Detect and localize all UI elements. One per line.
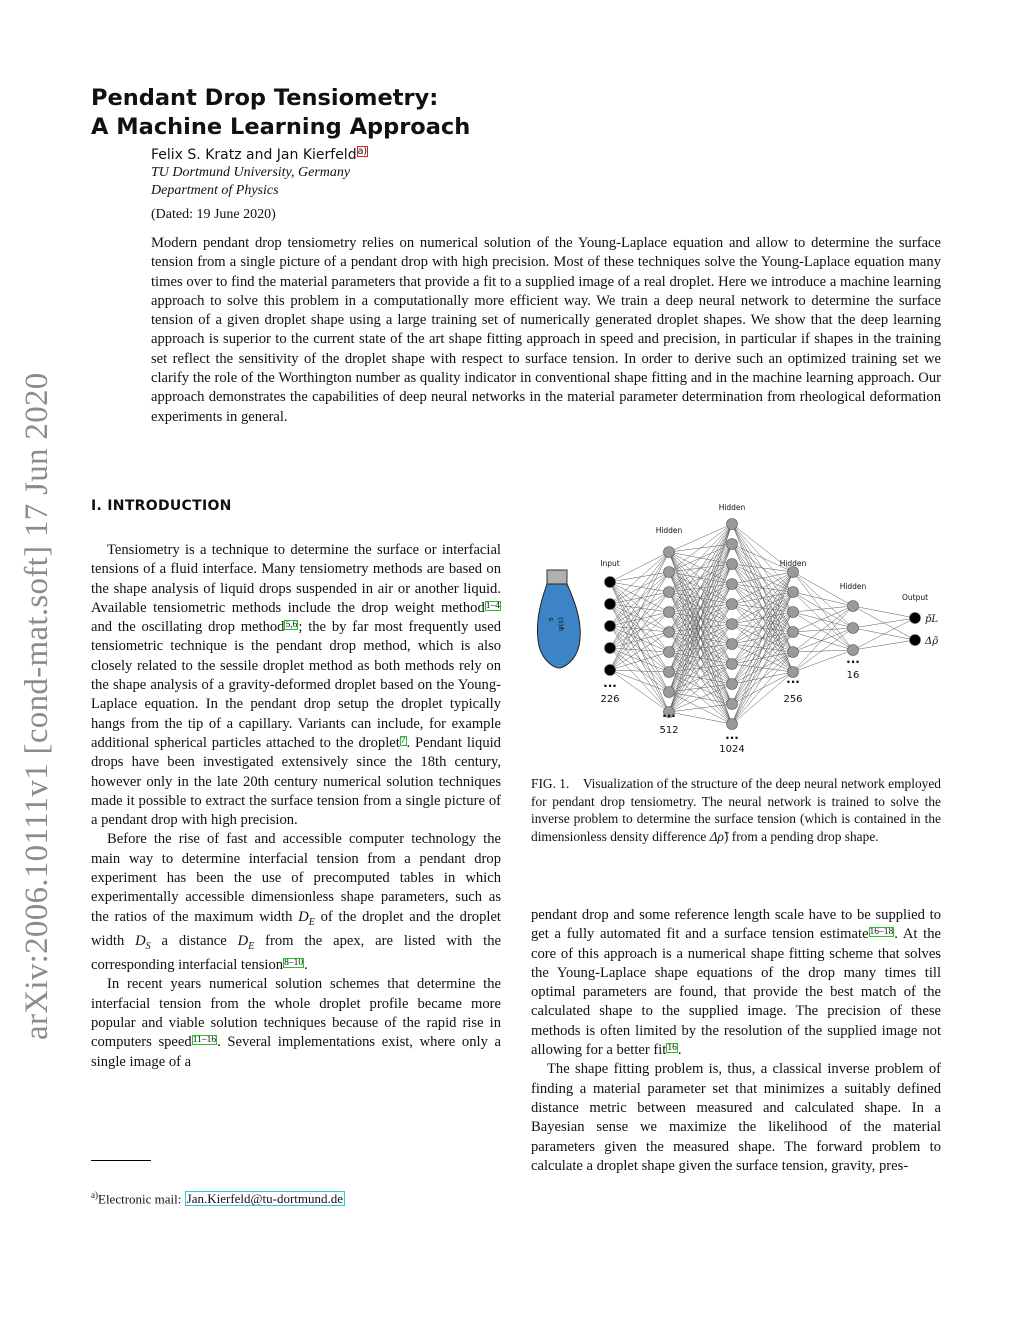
section-heading-introduction: I. INTRODUCTION	[91, 498, 232, 514]
network-edge	[732, 572, 793, 704]
hidden-node	[848, 601, 859, 612]
citation-link[interactable]: 11–16	[192, 1035, 217, 1046]
arxiv-identifier: arXiv:2006.10111v1 [cond-mat.soft] 17 Jun 2020	[19, 372, 55, 1040]
network-edge	[610, 582, 669, 632]
output-label: Δρ̃	[925, 636, 939, 647]
drop-label-psi: ψ(s)	[557, 617, 565, 631]
output-node	[910, 613, 921, 624]
hidden-node	[664, 607, 675, 618]
hidden-node	[727, 559, 738, 570]
affiliation-line-2: Department of Physics	[151, 183, 279, 198]
ellipsis-dots: ···	[725, 731, 739, 745]
layer-label: Hidden	[718, 503, 746, 512]
hidden-node	[788, 567, 799, 578]
hidden-node	[727, 619, 738, 630]
input-node	[605, 643, 616, 654]
network-edge	[732, 572, 793, 584]
pendant-drop-illustration	[537, 570, 580, 668]
layer-label: Hidden	[779, 559, 807, 568]
output-label: p̃L	[925, 614, 939, 625]
abstract: Modern pendant drop tensiometry relies on numerical solution of the Young-Laplace equation and allow to determine the surface tension from a single picture of a pendant drop with high precision. Most of these techniques solve the Young-Laplace equation many times over to find the material parameters that provide a fit to a supplied image of a real droplet. Here we introduce a machine learning approach to solve this problem in a computationally more efficient way. We train a deep neural network to determine the surface tension of a given droplet shape using a large training set of numerically generated droplet shapes. We show that the deep learning approach is superior to the current state of the art shape fitting approach in speed and precision, in particular if shapes in the training set reflect the sensitivity of the droplet shape with respect to surface tension. In order to derive such an optimized training set we clarify the role of the Worthington number as quality indicator in conventional shape fitting and in the machine learning approach. Our approach demonstrates the capabilities of deep neural networks in the material parameter determination from rheological deformation experiments in general.	[151, 235, 941, 425]
figure-label: FIG. 1.	[531, 776, 570, 791]
footnote-rule	[91, 1160, 151, 1161]
ellipsis-dots: ···	[603, 679, 617, 693]
right-column	[531, 906, 941, 1176]
hidden-node	[727, 659, 738, 670]
citation-link[interactable]: 1–4	[485, 600, 500, 611]
ellipsis-dots: ···	[662, 709, 676, 723]
author-block	[151, 146, 368, 200]
paragraph: Tensiometry is a technique to determine the surface or interfacial tensions of a fluid interface. Many tensiometry methods are based on the shape analysis of liquid drops suspended in air or another liquid. Available tensiometric methods include the drop weight method$^{1-4}$ and the oscillating drop method$^{5,6}$; the by far most frequently used tensiometric technique is the pendant drop method, which is also closely related to the sessile droplet method as both methods rely on the shape analysis of a gravity-deformed droplet based on the Young-Laplace equation. In the pendant drop setup the droplet typically hangs from the tip of a capillary. Variants can include, for example additional spherical particles attached to the droplet$^7$. Pendant liquid drops have been investigated extensively since the 18th century, however only in the late 20th century numerical solution techniques made it possible to extract the surface tension from a single picture of a pendant drop with high precision.	[91, 542, 501, 829]
ellipsis-dots: ···	[846, 655, 860, 669]
paper-title	[91, 84, 470, 142]
hidden-node	[664, 627, 675, 638]
title-line-1: Pendant Drop Tensiometry:	[91, 85, 439, 111]
citation-link[interactable]: 8–10	[284, 958, 304, 969]
hidden-node	[788, 627, 799, 638]
network-edge	[610, 626, 669, 692]
hidden-node	[664, 547, 675, 558]
network-edge	[793, 572, 853, 628]
paragraph: Before the rise of fast and accessible computer technology the main way to determine interfacial tension from a pendant drop experiment has been the use of precomputed tables in which experimentally accessible dimensionless shape parameters, such as the ratios of the maximum width $D_E$ of the droplet and the droplet width $D_S$ a distance $D_E$ from the apex, are listed with the corresponding interfacial tension$^{8-10}$.	[91, 831, 502, 974]
network-edge	[793, 612, 853, 628]
network-edge	[793, 650, 853, 672]
figure-caption: FIG. 1. Visualization of the structure of the deep neural network employed for pendant drop tensiometry. The neural network is trained to solve the inverse problem to determine the surface tension (which is contained in the dimensionless density difference Δρ̃) from a pending drop shape.	[531, 776, 941, 844]
layer-count: 16	[846, 670, 860, 681]
hidden-node	[664, 647, 675, 658]
drop-label-s: s	[547, 617, 555, 621]
input-node	[605, 599, 616, 610]
network-edge	[853, 606, 915, 618]
neural-network-diagram	[531, 496, 951, 761]
layer-count: 1024	[719, 744, 745, 755]
layer-label: Input	[600, 559, 620, 568]
paragraph: In recent years numerical solution schemes that determine the interfacial tension from the whole droplet profile became more popular and viable solution techniques because of the rapid rise in computers speed$^{11-16}$. Several implementations exist, where only a single image of a	[91, 976, 502, 1070]
left-column	[91, 541, 501, 1072]
network-edge	[793, 612, 853, 650]
layer-label: Hidden	[839, 582, 867, 591]
network-edge	[610, 582, 669, 712]
hidden-node	[727, 639, 738, 650]
network-edge	[793, 592, 853, 606]
hidden-node	[727, 579, 738, 590]
footnote: $^{a)}$Electronic mail: Jan.Kierfeld@tu-dortmund.de	[91, 1190, 344, 1207]
hidden-node	[664, 587, 675, 598]
paragraph: pendant drop and some reference length scale have to be supplied to get a fully automated fit and a surface tension estimate$^{16-18}$. At the core of this approach is a numerical shape fitting scheme that solves the Young-Laplace shape equations of the drop many times till optimal parameters are found, that provide the best match of the calculated shape to the supplied image. The precision of these methods is often limited by the resolution of the supplied image not allowing for a better fit$^{16}$.	[531, 907, 941, 1059]
hidden-node	[727, 719, 738, 730]
layer-count: 512	[659, 725, 679, 736]
hidden-node	[848, 623, 859, 634]
network-edge	[793, 606, 853, 652]
hidden-node	[788, 607, 799, 618]
figure-neural-network	[531, 496, 951, 766]
hidden-node	[788, 647, 799, 658]
output-node	[910, 635, 921, 646]
network-edge	[669, 712, 732, 724]
network-edge	[669, 604, 732, 712]
layer-label: Hidden	[655, 526, 683, 535]
hidden-node	[727, 599, 738, 610]
network-edge	[793, 606, 853, 672]
email-link[interactable]: Jan.Kierfeld@tu-dortmund.de	[186, 1191, 344, 1207]
author-note-link[interactable]: a)	[357, 146, 368, 157]
network-edge	[732, 632, 793, 724]
citation-link[interactable]: 5,6	[285, 620, 298, 631]
paragraph: The shape fitting problem is, thus, a classical inverse problem of finding a material parameter set that minimizes a suitably defined distance metric between measured and calculated shape. In a Bayesian sense we maximize the likelihood of the material parameters given the measured shape. The forward problem to calculate a droplet shape given the surface tension, gravity, pres-	[531, 1061, 941, 1174]
hidden-node	[664, 687, 675, 698]
title-line-2: A Machine Learning Approach	[91, 114, 471, 140]
layer-count: 256	[783, 694, 803, 705]
hidden-node	[727, 539, 738, 550]
hidden-node	[788, 587, 799, 598]
network-edge	[610, 670, 669, 692]
citation-link[interactable]: 7	[400, 735, 406, 746]
layer-count: 226	[600, 694, 620, 705]
input-node	[605, 577, 616, 588]
hidden-node	[664, 567, 675, 578]
network-edge	[732, 652, 793, 724]
date-line: (Dated: 19 June 2020)	[151, 207, 276, 222]
input-node	[605, 621, 616, 632]
citation-link[interactable]: 16–18	[869, 927, 894, 938]
ellipsis-dots: ···	[786, 675, 800, 689]
citation-link[interactable]: 16	[667, 1043, 677, 1054]
network-edge	[610, 626, 669, 672]
affiliation-line-1: TU Dortmund University, Germany	[151, 165, 351, 180]
network-edge	[610, 632, 669, 648]
hidden-node	[727, 699, 738, 710]
hidden-node	[727, 519, 738, 530]
network-edge	[610, 670, 669, 712]
authors: Felix S. Kratz and Jan Kierfeld	[151, 147, 357, 163]
layer-label: Output	[901, 593, 929, 602]
capillary	[547, 570, 567, 584]
hidden-node	[727, 679, 738, 690]
input-node	[605, 665, 616, 676]
hidden-node	[664, 667, 675, 678]
hidden-node	[848, 645, 859, 656]
